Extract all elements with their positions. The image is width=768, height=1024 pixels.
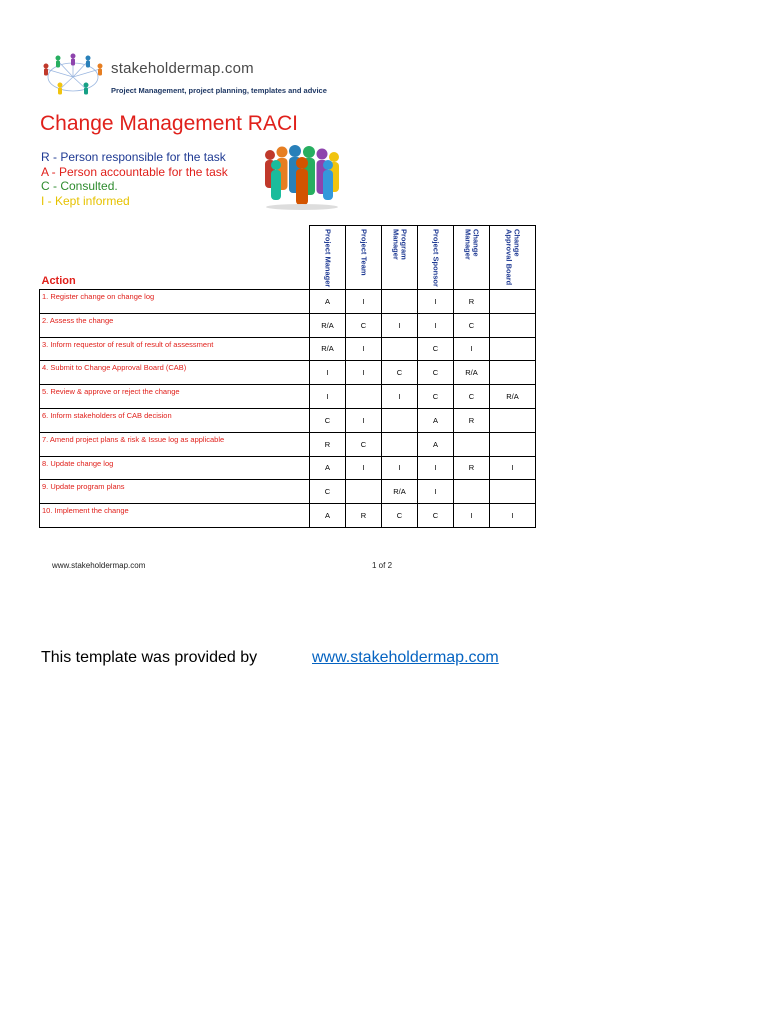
raci-cell: R bbox=[454, 290, 490, 314]
raci-cell bbox=[490, 432, 536, 456]
raci-cell: R bbox=[346, 504, 382, 528]
legend-consulted: C - Consulted. bbox=[41, 179, 118, 193]
task-cell: 7. Amend project plans & risk & Issue log as applicable bbox=[40, 432, 310, 456]
people-group-image bbox=[262, 143, 342, 211]
table-row bbox=[40, 385, 536, 409]
column-header: Project Manager bbox=[323, 229, 333, 288]
raci-legend bbox=[41, 150, 228, 208]
task-cell: 4. Submit to Change Approval Board (CAB) bbox=[40, 361, 310, 385]
raci-cell: I bbox=[346, 361, 382, 385]
raci-cell: R/A bbox=[310, 337, 346, 361]
raci-cell bbox=[382, 432, 418, 456]
raci-cell: I bbox=[490, 504, 536, 528]
raci-cell bbox=[382, 337, 418, 361]
raci-cell bbox=[490, 313, 536, 337]
raci-cell bbox=[490, 480, 536, 504]
raci-cell: C bbox=[418, 361, 454, 385]
raci-cell bbox=[382, 290, 418, 314]
raci-cell bbox=[454, 480, 490, 504]
raci-cell: C bbox=[310, 480, 346, 504]
brand-name: stakeholdermap.com bbox=[111, 60, 254, 77]
raci-cell bbox=[490, 361, 536, 385]
raci-table-body bbox=[40, 290, 536, 528]
raci-cell: I bbox=[454, 337, 490, 361]
raci-cell bbox=[346, 385, 382, 409]
raci-cell: C bbox=[382, 361, 418, 385]
raci-cell: C bbox=[454, 385, 490, 409]
raci-cell: I bbox=[382, 456, 418, 480]
table-row bbox=[40, 290, 536, 314]
raci-cell: I bbox=[310, 361, 346, 385]
footer-url: www.stakeholdermap.com bbox=[52, 561, 146, 570]
table-row bbox=[40, 337, 536, 361]
stakeholdermap-logo bbox=[38, 53, 108, 97]
raci-cell: R bbox=[454, 408, 490, 432]
raci-cell: R/A bbox=[382, 480, 418, 504]
task-cell: 1. Register change on change log bbox=[40, 290, 310, 314]
task-cell: 9. Update program plans bbox=[40, 480, 310, 504]
page-title: Change Management RACI bbox=[40, 112, 298, 135]
task-cell: 6. Inform stakeholders of CAB decision bbox=[40, 408, 310, 432]
raci-cell bbox=[382, 408, 418, 432]
raci-cell: I bbox=[346, 337, 382, 361]
raci-cell: C bbox=[418, 385, 454, 409]
column-header: Project Sponsor bbox=[431, 229, 441, 287]
table-row bbox=[40, 456, 536, 480]
task-cell: 10. Implement the change bbox=[40, 504, 310, 528]
raci-cell: I bbox=[382, 385, 418, 409]
legend-informed: I - Kept informed bbox=[41, 193, 130, 208]
raci-cell: C bbox=[418, 337, 454, 361]
raci-cell: A bbox=[418, 432, 454, 456]
raci-cell: I bbox=[346, 408, 382, 432]
raci-cell: A bbox=[310, 456, 346, 480]
task-cell: 3. Inform requestor of result of result of assessment bbox=[40, 337, 310, 361]
task-cell: 2. Assess the change bbox=[40, 313, 310, 337]
table-row bbox=[40, 408, 536, 432]
column-header: Program Manager bbox=[391, 229, 409, 260]
raci-cell: I bbox=[418, 456, 454, 480]
raci-cell: I bbox=[490, 456, 536, 480]
raci-cell: R/A bbox=[310, 313, 346, 337]
raci-cell: I bbox=[418, 480, 454, 504]
raci-cell: I bbox=[346, 290, 382, 314]
provided-by-text: This template was provided by bbox=[41, 649, 258, 666]
raci-cell bbox=[490, 337, 536, 361]
table-row bbox=[40, 504, 536, 528]
raci-cell: R bbox=[454, 456, 490, 480]
column-header: Change Approval Board bbox=[504, 229, 522, 286]
table-row bbox=[40, 480, 536, 504]
raci-cell bbox=[454, 432, 490, 456]
raci-cell: I bbox=[382, 313, 418, 337]
task-cell: 5. Review & approve or reject the change bbox=[40, 385, 310, 409]
raci-cell bbox=[490, 408, 536, 432]
action-header: Action bbox=[41, 275, 76, 287]
raci-cell bbox=[346, 480, 382, 504]
raci-cell: C bbox=[454, 313, 490, 337]
raci-cell: C bbox=[346, 313, 382, 337]
table-row bbox=[40, 432, 536, 456]
legend-accountable: A - Person accountable for the task bbox=[41, 164, 228, 179]
legend-responsible: R - Person responsible for the task bbox=[41, 150, 226, 164]
raci-cell: R bbox=[310, 432, 346, 456]
table-row bbox=[40, 361, 536, 385]
raci-cell: C bbox=[382, 504, 418, 528]
raci-cell: R/A bbox=[454, 361, 490, 385]
raci-cell: I bbox=[454, 504, 490, 528]
raci-cell: C bbox=[418, 504, 454, 528]
column-header: Project Team bbox=[359, 229, 369, 276]
raci-cell: I bbox=[310, 385, 346, 409]
raci-cell: I bbox=[418, 290, 454, 314]
table-row bbox=[40, 313, 536, 337]
raci-cell: R/A bbox=[490, 385, 536, 409]
task-cell: 8. Update change log bbox=[40, 456, 310, 480]
raci-cell: A bbox=[418, 408, 454, 432]
table-header-row bbox=[40, 226, 536, 290]
raci-cell: I bbox=[346, 456, 382, 480]
page-number: 1 of 2 bbox=[372, 561, 393, 570]
stakeholdermap-link[interactable]: www.stakeholdermap.com bbox=[312, 649, 499, 666]
action-header-cell bbox=[40, 226, 310, 290]
raci-cell: A bbox=[310, 504, 346, 528]
tagline: Project Management, project planning, templates and advice bbox=[111, 86, 327, 95]
raci-cell: C bbox=[310, 408, 346, 432]
raci-cell bbox=[490, 290, 536, 314]
raci-cell: C bbox=[346, 432, 382, 456]
column-header: Change Manager bbox=[463, 229, 481, 260]
raci-table bbox=[39, 225, 536, 528]
raci-cell: I bbox=[418, 313, 454, 337]
raci-cell: A bbox=[310, 290, 346, 314]
